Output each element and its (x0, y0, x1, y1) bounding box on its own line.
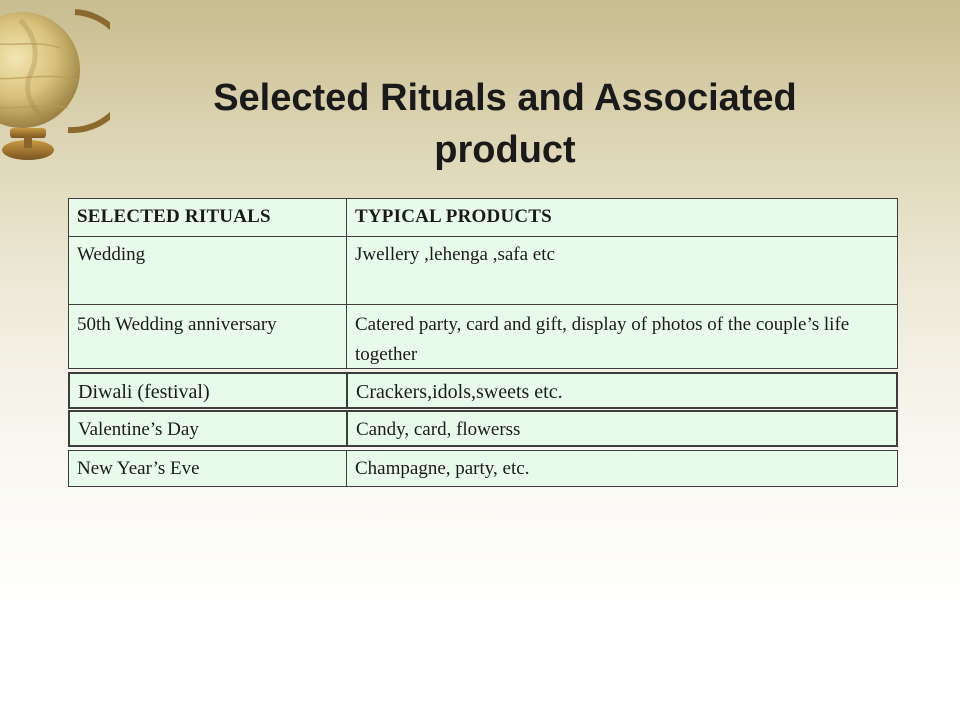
table-cell-ritual: New Year’s Eve (68, 450, 348, 487)
slide-title-line-2: product (434, 129, 576, 171)
header-typical-products: TYPICAL PRODUCTS (346, 198, 898, 237)
table-cell-products: Catered party, card and gift, display of photos of the couple’s life together (346, 304, 898, 369)
table-cell-ritual: Wedding (68, 236, 348, 305)
table-cell-ritual: Valentine’s Day (68, 410, 348, 447)
table-cell-products: Jwellery ,lehenga ,safa etc (346, 236, 898, 305)
globe-icon (0, 0, 110, 170)
slide-title (130, 72, 880, 176)
header-selected-rituals: SELECTED RITUALS (68, 198, 348, 237)
slide-title-line-1: Selected Rituals and Associated (213, 77, 797, 119)
table-cell-ritual: Diwali (festival) (68, 372, 348, 409)
table-cell-products: Candy, card, flowerss (346, 410, 898, 447)
table-cell-products: Crackers,idols,sweets etc. (346, 372, 898, 409)
table-cell-ritual: 50th Wedding anniversary (68, 304, 348, 369)
table-cell-products: Champagne, party, etc. (346, 450, 898, 487)
